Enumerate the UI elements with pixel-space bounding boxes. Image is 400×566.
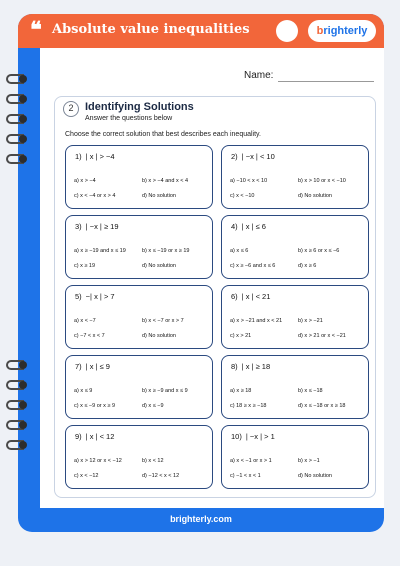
option-a[interactable]: a) x ≤ 9	[74, 388, 93, 394]
problem-card	[221, 355, 369, 419]
option-d[interactable]: d) x > 21 or x < −21	[298, 333, 346, 339]
option-b[interactable]: b) x ≤ −18	[298, 388, 323, 394]
problem-card	[65, 425, 213, 489]
option-d[interactable]: d) x ≤ −18 or x ≥ 18	[298, 403, 346, 409]
option-b[interactable]: b) x > −21	[298, 318, 323, 324]
option-c[interactable]: c) x ≥ 19	[74, 263, 96, 269]
option-c[interactable]: c) x < −12	[74, 473, 99, 479]
problem-card	[65, 355, 213, 419]
problem-statement: 4) | x | ≤ 6	[231, 222, 266, 231]
problem-card	[65, 215, 213, 279]
option-c[interactable]: c) x < −4 or x > 4	[74, 193, 116, 199]
spiral-ring-icon	[6, 132, 30, 146]
option-a[interactable]: a) −10 < x < 10	[230, 178, 268, 184]
spiral-ring-icon	[6, 152, 30, 166]
option-a[interactable]: a) x > −4	[74, 178, 96, 184]
option-b[interactable]: b) x ≥ 6 or x ≤ −6	[298, 248, 340, 254]
option-d[interactable]: d) x ≤ −9	[142, 403, 164, 409]
problem-statement: 10) | −x | > 1	[231, 432, 275, 441]
option-d[interactable]: d) No solution	[142, 333, 176, 339]
name-line[interactable]	[278, 81, 374, 82]
problem-card	[221, 425, 369, 489]
footer-url[interactable]: brighterly.com	[170, 514, 232, 524]
spiral-ring-icon	[6, 92, 30, 106]
problem-statement: 9) | x | < 12	[75, 432, 115, 441]
problem-card	[221, 215, 369, 279]
section-identifying-solutions	[54, 96, 376, 498]
spiral-ring-icon	[6, 358, 30, 372]
decorative-circle	[276, 20, 298, 42]
option-c[interactable]: c) x < −10	[230, 193, 255, 199]
option-a[interactable]: a) x > 12 or x < −12	[74, 458, 122, 464]
option-a[interactable]: a) x ≥ −19 and x ≤ 19	[74, 248, 126, 254]
option-b[interactable]: b) x < 12	[142, 458, 164, 464]
problem-card	[221, 145, 369, 209]
option-c[interactable]: c) x ≤ −9 or x ≥ 9	[74, 403, 116, 409]
option-c[interactable]: c) 18 ≥ x ≥ −18	[230, 403, 267, 409]
worksheet-page	[40, 48, 384, 508]
option-d[interactable]: d) x ≥ 6	[298, 263, 317, 269]
option-c[interactable]: c) x ≥ −6 and x ≤ 6	[230, 263, 276, 269]
option-b[interactable]: b) x ≤ −19 or x ≥ 19	[142, 248, 190, 254]
option-d[interactable]: d) No solution	[298, 473, 332, 479]
option-d[interactable]: d) No solution	[298, 193, 332, 199]
problem-statement: 1) | x | > −4	[75, 152, 115, 161]
option-d[interactable]: d) No solution	[142, 263, 176, 269]
problem-statement: 3) | −x | ≥ 19	[75, 222, 119, 231]
problem-statement: 8) | x | ≥ 18	[231, 362, 271, 371]
problem-card	[221, 285, 369, 349]
problem-statement: 6) | x | < 21	[231, 292, 271, 301]
option-c[interactable]: c) −1 < x < 1	[230, 473, 261, 479]
title-banner	[18, 14, 384, 48]
option-a[interactable]: a) x < −1 or x > 1	[230, 458, 272, 464]
spiral-ring-icon	[6, 398, 30, 412]
instruction-text: Choose the correct solution that best describes each inequality.	[65, 131, 261, 138]
spiral-ring-icon	[6, 112, 30, 126]
problem-statement: 2) | −x | < 10	[231, 152, 275, 161]
option-a[interactable]: a) x > −21 and x < 21	[230, 318, 283, 324]
option-b[interactable]: b) x > −1	[298, 458, 320, 464]
name-label: Name:	[244, 70, 274, 81]
option-d[interactable]: d) −12 < x < 12	[142, 473, 180, 479]
option-b[interactable]: b) x ≥ −9 and x ≤ 9	[142, 388, 188, 394]
section-subtitle: Answer the questions below	[85, 115, 173, 122]
spiral-ring-icon	[6, 378, 30, 392]
worksheet-sheet	[18, 14, 384, 532]
section-number: 2	[63, 101, 79, 117]
problem-card	[65, 145, 213, 209]
quote-icon: ❝	[30, 17, 42, 43]
option-b[interactable]: b) x > 10 or x < −10	[298, 178, 346, 184]
option-b[interactable]: b) x > −4 and x < 4	[142, 178, 189, 184]
section-title: Identifying Solutions	[85, 101, 194, 113]
option-a[interactable]: a) x ≤ 6	[230, 248, 249, 254]
worksheet-title: Absolute value inequalities	[52, 22, 250, 37]
option-b[interactable]: b) x < −7 or x > 7	[142, 318, 184, 324]
option-a[interactable]: a) x ≥ 18	[230, 388, 252, 394]
spiral-ring-icon	[6, 418, 30, 432]
spiral-ring-icon	[6, 438, 30, 452]
option-d[interactable]: d) No solution	[142, 193, 176, 199]
spiral-ring-icon	[6, 72, 30, 86]
problem-card	[65, 285, 213, 349]
option-a[interactable]: a) x < −7	[74, 318, 96, 324]
brighterly-logo: brighterly	[308, 20, 376, 42]
option-c[interactable]: c) x > 21	[230, 333, 252, 339]
problem-statement: 5) −| x | > 7	[75, 292, 115, 301]
problem-statement: 7) | x | ≤ 9	[75, 362, 110, 371]
option-c[interactable]: c) −7 < x < 7	[74, 333, 105, 339]
